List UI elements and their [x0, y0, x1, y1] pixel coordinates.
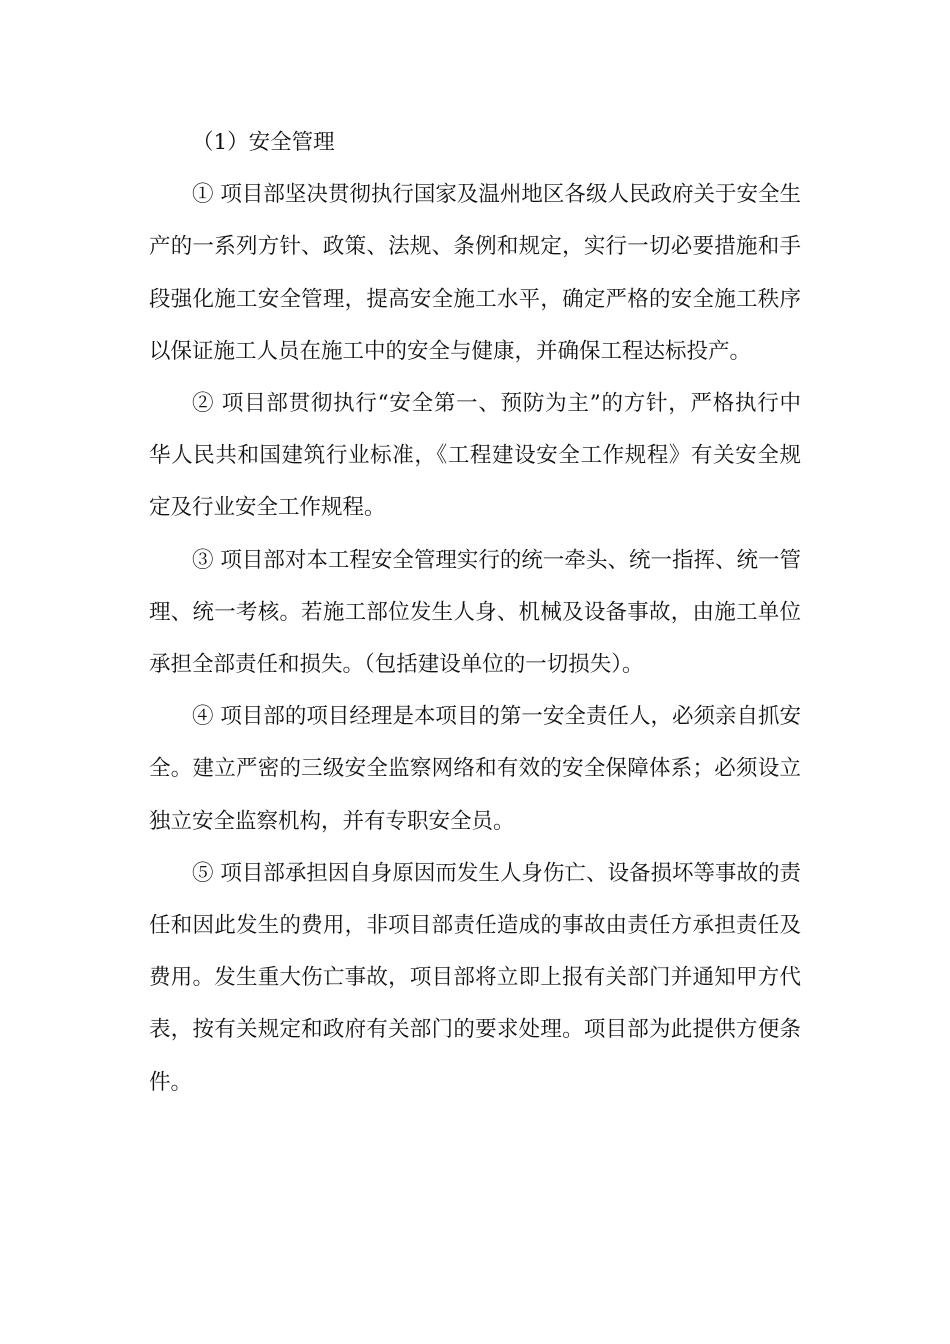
paragraph-5: ⑤ 项目部承担因自身原因而发生人身伤亡、设备损坏等事故的责任和因此发生的费用，非项目部责任造成的事故由责任方承担责任及费用。发生重大伤亡事故，项目部将立即上报有关部门并通知甲方代表，按有关规定和政府有关部门的要求处理。项目部为此提供方便条件。	[149, 860, 801, 1095]
paragraph-1: ① 项目部坚决贯彻执行国家及温州地区各级人民政府关于安全生产的一系列方针、政策、法规、条例和规定，实行一切必要措施和手段强化施工安全管理，提高安全施工水平，确定严格的安全施工秩序以保证施工人员在施工中的安全与健康，并确保工程达标投产。	[149, 182, 801, 364]
section-heading: （1）安全管理	[192, 130, 335, 155]
paragraph-4: ④ 项目部的项目经理是本项目的第一安全责任人，必须亲自抓安全。建立严密的三级安全监察网络和有效的安全保障体系；必须设立独立安全监察机构，并有专职安全员。	[149, 704, 801, 834]
paragraph-3: ③ 项目部对本工程安全管理实行的统一牵头、统一指挥、统一管理、统一考核。若施工部位发生人身、机械及设备事故，由施工单位承担全部责任和损失。（包括建设单位的一切损失）。	[149, 547, 801, 678]
paragraph-2: ② 项目部贯彻执行“安全第一、预防为主”的方针，严格执行中华人民共和国建筑行业标准，《工程建设安全工作规程》有关安全规定及行业安全工作规程。	[149, 391, 801, 521]
document-body	[149, 117, 801, 1109]
